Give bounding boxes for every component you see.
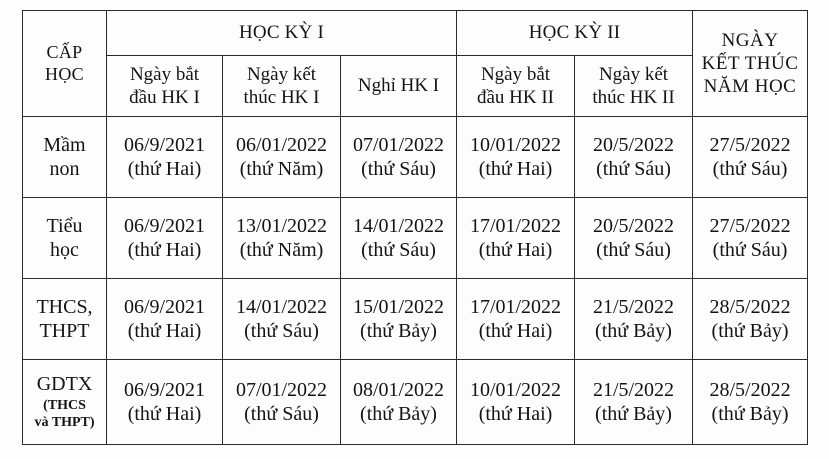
row-level-line: THCS,	[36, 295, 93, 318]
date-value: 28/5/2022	[709, 378, 791, 401]
table-row	[23, 198, 808, 279]
header-level	[23, 11, 107, 117]
weekday-value: (thứ Hai)	[478, 320, 553, 342]
date-value: 06/9/2021	[123, 133, 206, 156]
date-value: 27/5/2022	[709, 133, 791, 156]
date-value: 10/01/2022	[469, 133, 562, 156]
row-level-cell	[23, 279, 107, 360]
date-cell	[693, 117, 808, 198]
row-level-line: THPT	[39, 320, 90, 342]
date-value: 14/01/2022	[352, 214, 445, 237]
row-level-line: học	[50, 239, 79, 261]
header-s1-start	[107, 56, 223, 117]
date-cell	[341, 117, 457, 198]
row-level-cell	[23, 198, 107, 279]
date-cell	[693, 360, 808, 445]
date-cell	[457, 198, 575, 279]
weekday-value: (thứ Bảy)	[595, 403, 672, 425]
weekday-value: (thứ Bảy)	[360, 320, 437, 342]
date-value: 06/9/2021	[123, 295, 206, 318]
row-level-note: và THPT)	[34, 415, 95, 431]
date-value: 08/01/2022	[352, 378, 445, 401]
row-level-cell	[23, 117, 107, 198]
date-cell	[575, 117, 693, 198]
date-value: 21/5/2022	[592, 378, 675, 401]
date-value: 20/5/2022	[592, 133, 675, 156]
date-value: 06/9/2021	[123, 378, 206, 401]
weekday-value: (thứ Hai)	[478, 158, 553, 180]
date-cell	[107, 198, 223, 279]
weekday-value: (thứ Năm)	[239, 158, 324, 180]
header-level-line-1: CẤP	[46, 41, 83, 62]
date-cell	[457, 360, 575, 445]
weekday-value: (thứ Sáu)	[596, 239, 671, 261]
date-cell	[575, 198, 693, 279]
date-cell	[693, 279, 808, 360]
date-value: 17/01/2022	[469, 295, 562, 318]
header-end-of-year	[693, 11, 808, 117]
date-cell	[341, 198, 457, 279]
date-cell	[223, 360, 341, 445]
header-s2-end	[575, 56, 693, 117]
header-row-groups	[23, 11, 808, 56]
date-cell	[693, 198, 808, 279]
weekday-value: (thứ Năm)	[239, 239, 324, 261]
weekday-value: (thứ Hai)	[478, 239, 553, 261]
date-cell	[575, 279, 693, 360]
row-level-line: Tiểu	[46, 214, 83, 237]
date-cell	[457, 279, 575, 360]
header-row-columns	[23, 56, 808, 117]
header-s1-break: Nghỉ HK I	[341, 56, 457, 117]
header-semester-1: HỌC KỲ I	[107, 11, 457, 56]
header-end-line-3: NĂM HỌC	[703, 76, 797, 98]
date-value: 06/9/2021	[123, 214, 206, 237]
date-value: 17/01/2022	[469, 214, 562, 237]
weekday-value: (thứ Hai)	[127, 158, 202, 180]
weekday-value: (thứ Sáu)	[361, 239, 436, 261]
date-cell	[341, 279, 457, 360]
weekday-value: (thứ Sáu)	[244, 403, 319, 425]
date-cell	[575, 360, 693, 445]
weekday-value: (thứ Bảy)	[711, 320, 789, 342]
date-value: 10/01/2022	[469, 378, 562, 401]
row-level-line: GDTX	[36, 373, 93, 396]
weekday-value: (thứ Bảy)	[595, 320, 672, 342]
weekday-value: (thứ Hai)	[127, 403, 202, 425]
date-cell	[223, 198, 341, 279]
date-value: 20/5/2022	[592, 214, 675, 237]
table-row	[23, 279, 808, 360]
table-row	[23, 117, 808, 198]
date-value: 27/5/2022	[709, 214, 791, 237]
header-s1-start-line-2: đầu HK I	[129, 87, 200, 108]
weekday-value: (thứ Hai)	[127, 239, 202, 261]
weekday-value: (thứ Hai)	[478, 403, 553, 425]
row-level-cell	[23, 360, 107, 445]
date-value: 14/01/2022	[235, 295, 328, 318]
header-end-line-2: KẾT THÚC	[701, 52, 799, 74]
weekday-value: (thứ Sáu)	[712, 239, 788, 261]
date-value: 06/01/2022	[235, 133, 328, 156]
header-end-line-1: NGÀY	[721, 29, 779, 51]
weekday-value: (thứ Sáu)	[596, 158, 671, 180]
date-value: 13/01/2022	[235, 214, 328, 237]
weekday-value: (thứ Sáu)	[244, 320, 319, 342]
header-s1-start-line-1: Ngày bắt	[129, 63, 200, 85]
header-s2-end-line-2: thúc HK II	[592, 87, 675, 108]
header-s2-end-line-1: Ngày kết	[598, 63, 669, 85]
header-level-line-2: HỌC	[45, 63, 84, 84]
header-s2-start-line-1: Ngày bắt	[480, 63, 551, 85]
weekday-value: (thứ Hai)	[127, 320, 202, 342]
date-cell	[341, 360, 457, 445]
date-cell	[223, 279, 341, 360]
row-level-note: (THCS	[43, 397, 86, 413]
date-value: 15/01/2022	[352, 295, 445, 318]
weekday-value: (thứ Sáu)	[712, 158, 788, 180]
weekday-value: (thứ Bảy)	[711, 403, 789, 425]
weekday-value: (thứ Sáu)	[361, 158, 436, 180]
row-level-line: non	[49, 158, 80, 180]
date-value: 07/01/2022	[352, 133, 445, 156]
date-value: 07/01/2022	[235, 378, 328, 401]
header-s1-end	[223, 56, 341, 117]
date-cell	[107, 117, 223, 198]
weekday-value: (thứ Bảy)	[360, 403, 437, 425]
date-value: 28/5/2022	[709, 295, 791, 318]
date-cell	[107, 360, 223, 445]
header-s1-end-line-1: Ngày kết	[246, 63, 317, 85]
date-value: 21/5/2022	[592, 295, 675, 318]
table-row	[23, 360, 808, 445]
header-s2-start-line-2: đầu HK II	[476, 87, 555, 108]
school-year-schedule-table	[22, 10, 808, 445]
date-cell	[457, 117, 575, 198]
row-level-line: Mầm	[43, 133, 86, 156]
header-semester-2: HỌC KỲ II	[457, 11, 693, 56]
header-s1-end-line-2: thúc HK I	[243, 87, 320, 108]
date-cell	[223, 117, 341, 198]
header-s2-start	[457, 56, 575, 117]
date-cell	[107, 279, 223, 360]
